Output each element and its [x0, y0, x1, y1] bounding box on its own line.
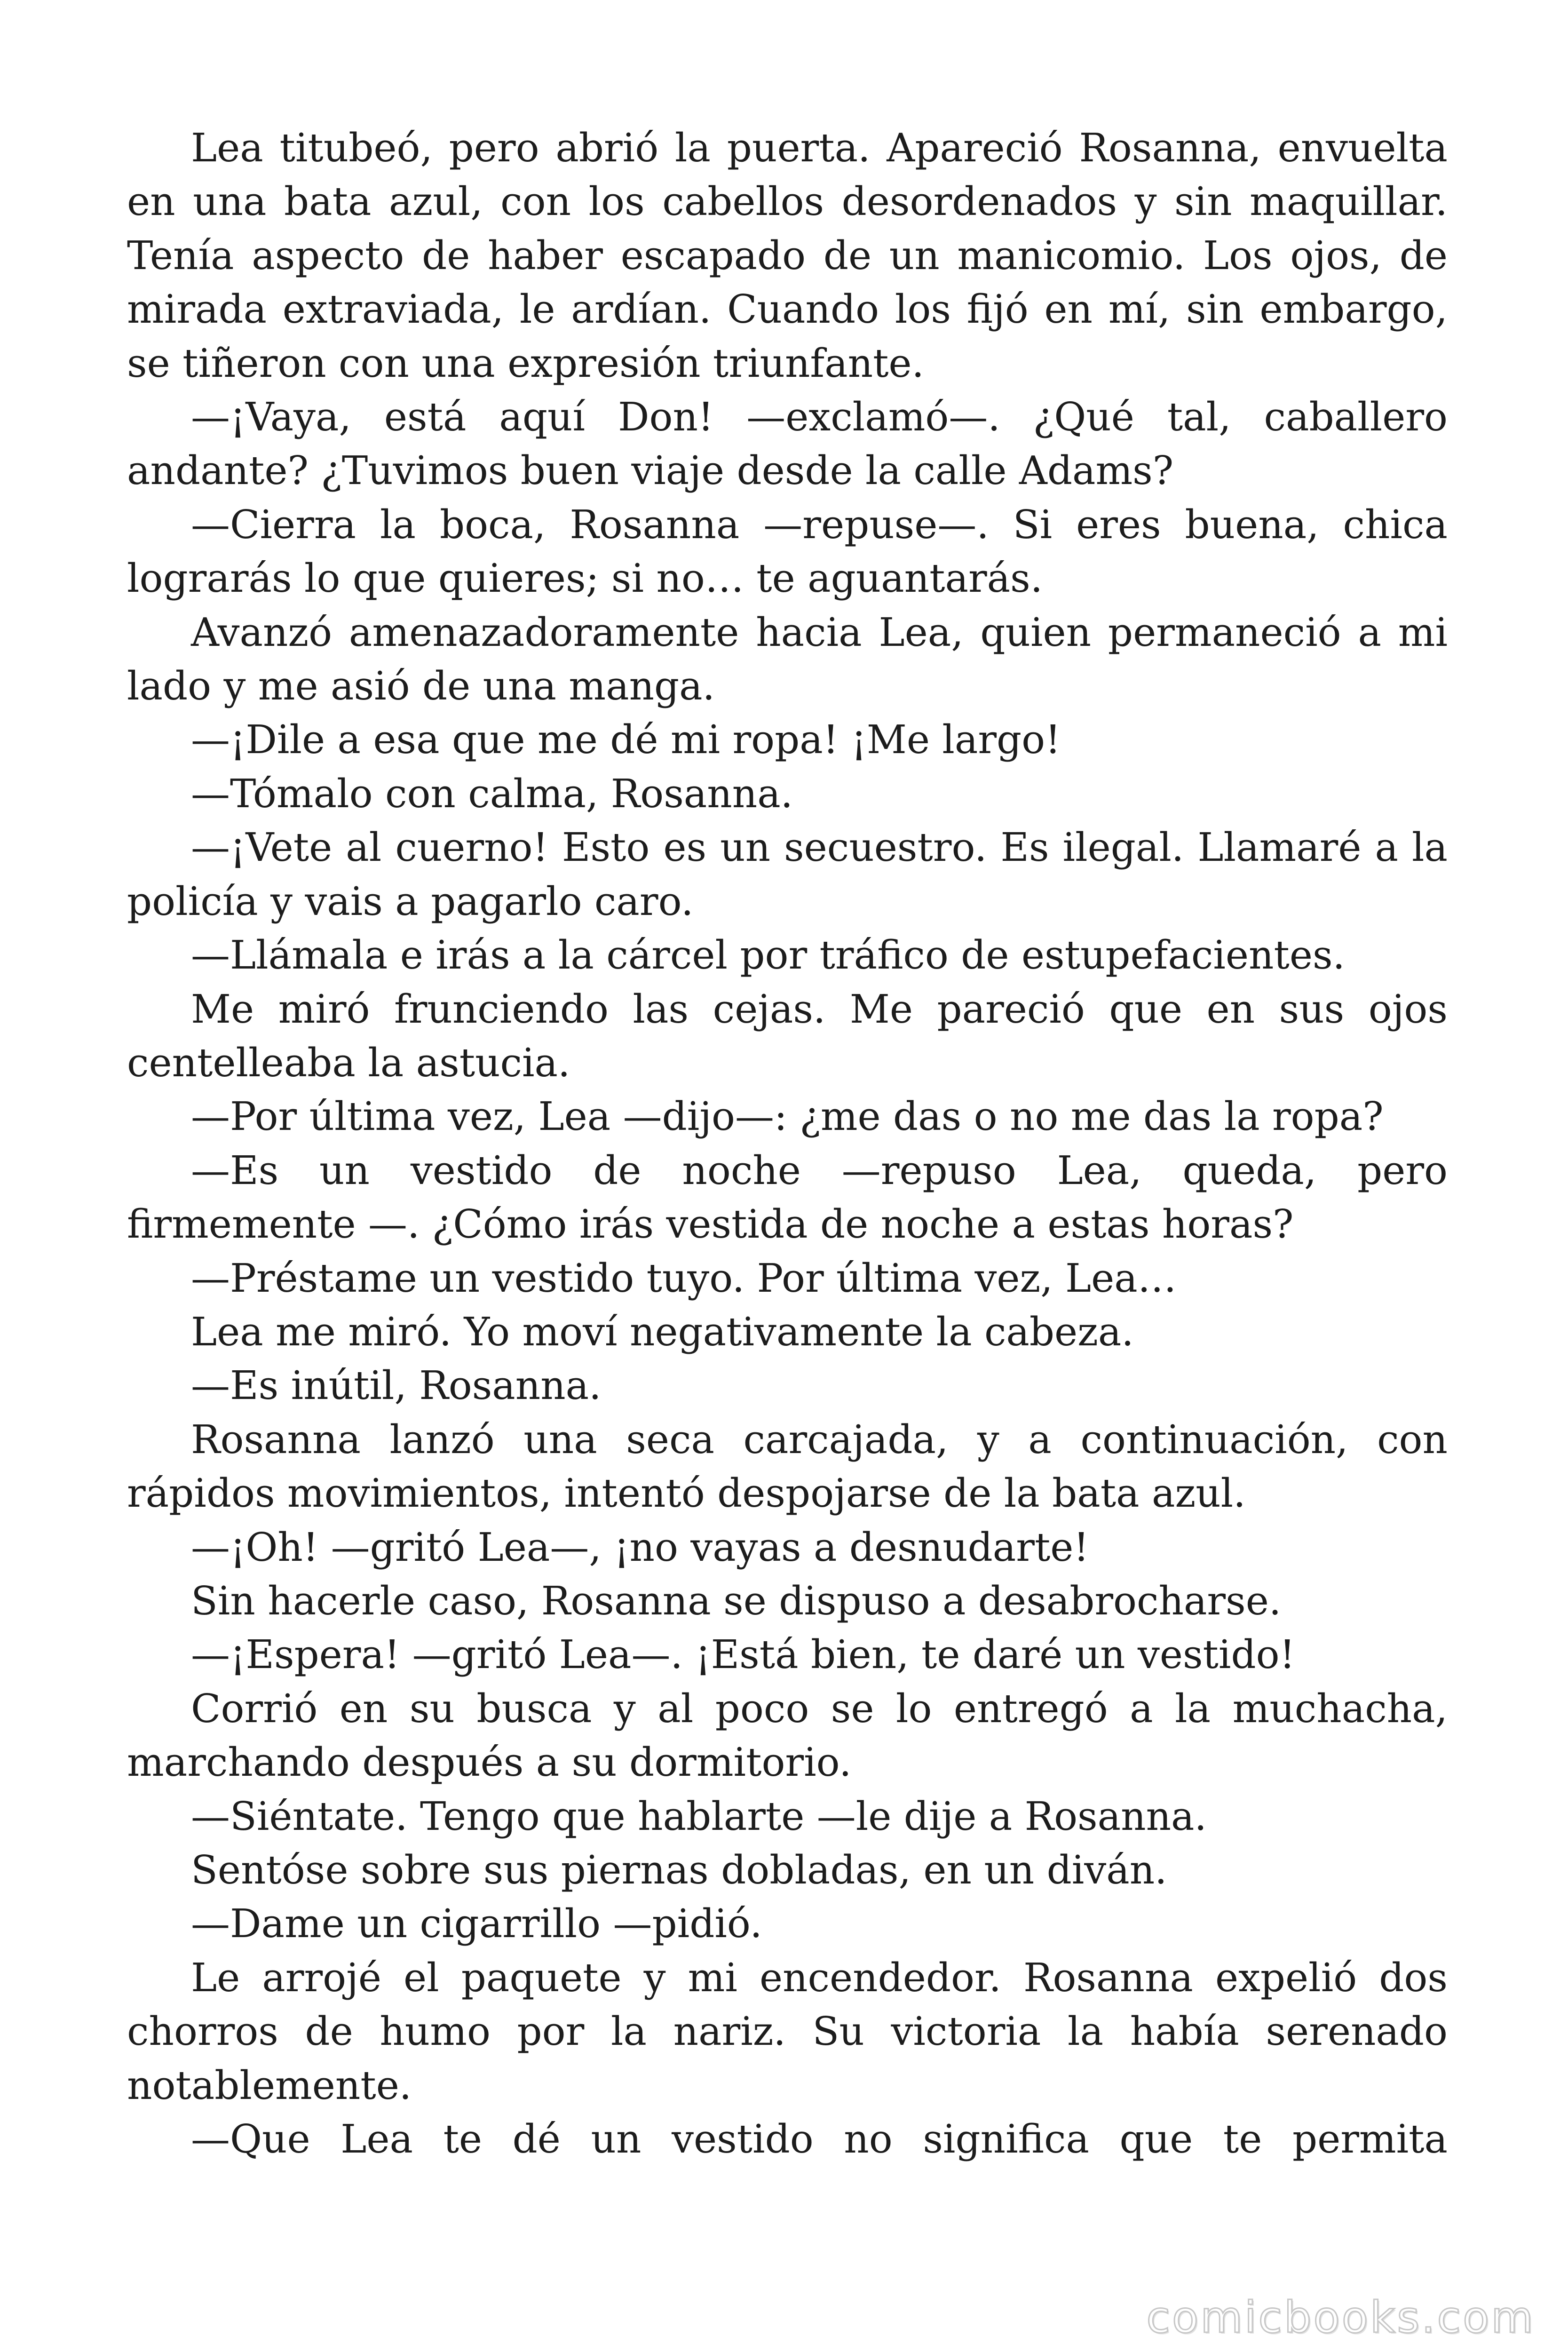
paragraph: —Cierra la boca, Rosanna —repuse—. Si eres buena, chica lograrás lo que quieres; si no… te aguantarás. — [127, 501, 1448, 602]
paragraph: Sin hacerle caso, Rosanna se dispuso a desabrocharse. — [191, 1578, 1282, 1624]
paragraph: Me miró frunciendo las cejas. Me pareció que en sus ojos centelleaba la astucia. — [127, 986, 1448, 1086]
paragraph: —Llámala e irás a la cárcel por tráfico de estupefacientes. — [191, 932, 1345, 978]
paragraph: Corrió en su busca y al poco se lo entregó a la muchacha, marchando después a su dormitorio. — [127, 1685, 1448, 1786]
book-page-text — [127, 121, 1448, 2166]
paragraph: —¡Vete al cuerno! Esto es un secuestro. Es ilegal. Llamaré a la policía y vais a pagarlo caro. — [127, 825, 1448, 924]
paragraph: Rosanna lanzó una seca carcajada, y a continuación, con rápidos movimientos, intentó despojarse de la bata azul. — [127, 1416, 1448, 1517]
paragraph: —Por última vez, Lea —dijo—: ¿me das o no me das la ropa? — [191, 1094, 1384, 1140]
paragraph: Sentóse sobre sus piernas dobladas, en un diván. — [191, 1847, 1167, 1893]
watermark: comicbooks.com — [1146, 2292, 1535, 2343]
paragraph: —¡Espera! —gritó Lea—. ¡Está bien, te daré un vestido! — [191, 1632, 1295, 1678]
paragraph: —Tómalo con calma, Rosanna. — [191, 771, 793, 817]
paragraph: Lea titubeó, pero abrió la puerta. Apareció Rosanna, envuelta en una bata azul, con los cabellos desordenados y sin maquillar. Tenía aspecto de haber escapado de un manicomio. Los ojos, de mirada extraviada, le ardían. Cuando los fijó en mí, sin embargo, se tiñeron con una expresión triunfante. — [127, 125, 1448, 386]
paragraph: —Es inútil, Rosanna. — [191, 1363, 602, 1409]
paragraph: —¡Dile a esa que me dé mi ropa! ¡Me largo! — [191, 717, 1061, 763]
paragraph: —Siéntate. Tengo que hablarte —le dije a Rosanna. — [191, 1793, 1207, 1839]
paragraph: Avanzó amenazadoramente hacia Lea, quien permaneció a mi lado y me asió de una manga. — [127, 609, 1448, 709]
paragraph: —¡Vaya, está aquí Don! —exclamó—. ¿Qué tal, caballero andante? ¿Tuvimos buen viaje desde la calle Adams? — [127, 394, 1448, 494]
paragraph: Lea me miró. Yo moví negativamente la cabeza. — [191, 1309, 1134, 1355]
paragraph: Le arrojé el paquete y mi encendedor. Rosanna expelió dos chorros de humo por la nariz. Su victoria la había serenado notablemente. — [127, 1955, 1448, 2108]
paragraph: —¡Oh! —gritó Lea—, ¡no vayas a desnudarte! — [191, 1524, 1089, 1570]
paragraph: —Dame un cigarrillo —pidió. — [191, 1901, 762, 1947]
paragraph: —Es un vestido de noche —repuso Lea, queda, pero firmemente —. ¿Cómo irás vestida de noche a estas horas? — [127, 1147, 1448, 1248]
paragraph: —Préstame un vestido tuyo. Por última vez, Lea… — [191, 1255, 1177, 1301]
paragraph: —Que Lea te dé un vestido no significa que te permita — [191, 2116, 1448, 2162]
